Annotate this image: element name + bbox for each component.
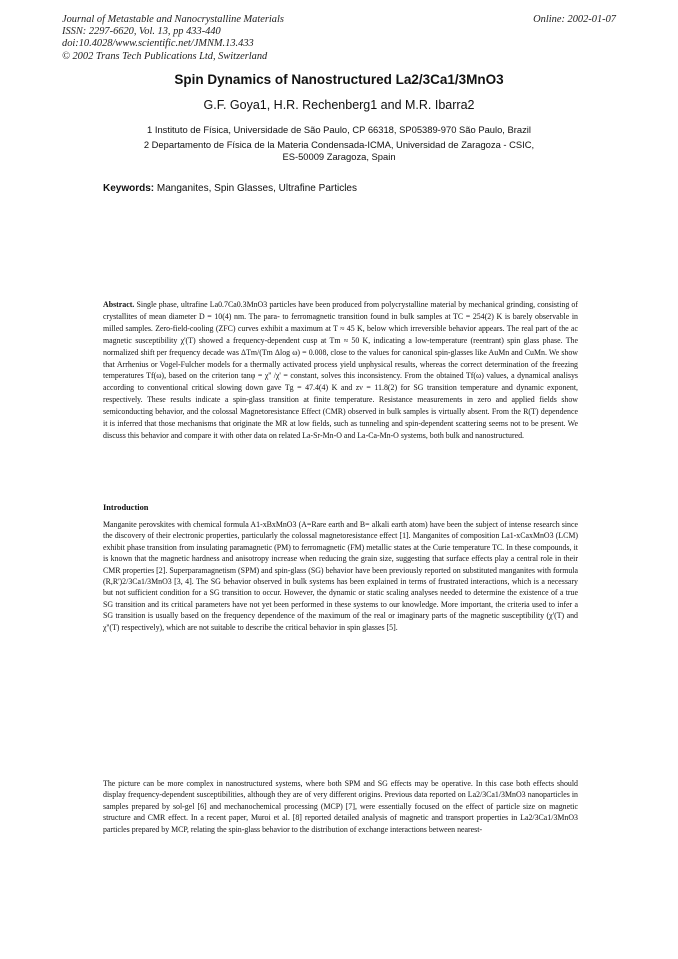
affiliation-2-cont: ES-50009 Zaragoza, Spain xyxy=(282,151,396,162)
abstract xyxy=(103,299,578,442)
intro-paragraph-2: The picture can be more complex in nanostructured systems, where both SPM and SG effects may be operative. In this case both effects should display frequency-dependent susceptibilities, although they are of very different origins. Previous data reported on La2/3Ca1/3MnO3 nanoparticles in samples prepared by sol-gel [6] and mechanochemical processing (MCP) [7], were essentially focused on the effect of particle size on magnetic structure and CMR effect. In a recent paper, Muroi et al. [8] reported detailed analysis of magnetic and transport properties in La2/3Ca1/3MnO3 particles prepared by MCP, relating the spin-glass behavior to the distribution of exchange interactions between nearest- xyxy=(103,779,578,834)
copyright-line: © 2002 Trans Tech Publications Ltd, Switzerland xyxy=(62,50,268,62)
affiliation-1: 1 Instituto de Física, Universidade de São Paulo, CP 66318, SP05389-970 São Paulo, Brazil xyxy=(147,124,531,135)
doi-line: doi:10.4028/www.scientific.net/JMNM.13.433 xyxy=(62,38,254,50)
abstract-text: Single phase, ultrafine La0.7Ca0.3MnO3 particles have been produced from polycrystalline material by mechanical grinding, consisting of crystallites of mean diameter D = 10(4) nm. The para- to ferromagnetic transition found in bulk samples at TC = 254(2) K is barely observable in milled samples. Zero-field-cooling (ZFC) curves exhibit a maximum at T ≈ 45 K, below which irreversible behavior appears. The real part of the ac magnetic susceptibility χ'(T) showed a frequency-dependent cusp at Tm ≈ 50 K, indicating a low-temperature (reentrant) spin glass phase. The normalized shift per frequency decade was ΔTm/(Tm Δlog ω) = 0.008, close to the values for canonical spin-glasses like AuMn and CuMn. We show that Arrhenius or Vogel-Fulcher models for a thermally activated process yield unphysical results, whereas the correct determination of the freezing temperatures Tf(ω), based on the criterion tanφ = χ'' /χ' = constant, solves this inconsistency. From the obtained Tf(ω) values, a dynamical analisys according to conventional critical slowing down gave Tg = 47.4(4) K and zν = 11.8(2) for SG transition temperature and dynamic exponent, respectively. These results indicate a spin-glass transition at finite temperature. Resistance measurements in zero and applied fields show semiconducting behavior, and the colossal Magnetoresistance Effect (CMR) observed in bulk samples is virtually absent. From the R(T) dependence it is inferred that those mechanisms that originate the MR at low fields, such as tunneling and spin-dependent scattering seems not to be present. We discuss this behavior and compare it with other data on related La-Sr-Mn-O and La-Ca-Mn-O systems, both bulk and nanostructured. xyxy=(103,300,578,440)
affiliation-2: 2 Departamento de Física de la Materia Condensada-ICMA, Universidad de Zaragoza - CSIC, xyxy=(143,139,535,150)
issn-line: ISSN: 2297-6620, Vol. 13, pp 433-440 xyxy=(62,26,221,38)
journal-name: Journal of Metastable and Nanocrystalline Materials xyxy=(62,14,284,25)
paper-title: Spin Dynamics of Nanostructured La2/3Ca1/3MnO3 xyxy=(174,72,504,87)
online-date: Online: 2002-01-07 xyxy=(533,14,616,25)
abstract-label: Abstract. xyxy=(103,300,135,309)
author-list: G.F. Goya1, H.R. Rechenberg1 and M.R. Ibarra2 xyxy=(203,98,475,112)
journal-header xyxy=(62,14,284,63)
keywords-label: Keywords: xyxy=(103,183,155,194)
keywords-text: Manganites, Spin Glasses, Ultrafine Particles xyxy=(156,183,357,194)
intro-paragraph-1: Manganite perovskites with chemical formula A1-xBxMnO3 (A=Rare earth and B= alkali earth atom) have been the subject of intense research since the discovery of their electronic properties, particularly the colossal magnetoresistance effect [1]. Manganites of composition La1-xCaxMnO3 (LCM) exhibit phase transition from insulating paramagnetic (PM) to ferromagnetic (FM) metallic states at the Curie temperature TC. In these compounds, it is known that the magnetic hardness and anisotropy increase when reducing the grain size, suggesting that surface effects play a central role in their CMR properties [2]. Superparamagnetism (SPM) and spin-glass (SG) behavior have been previously reported on substituted manganites with formula (R,R')2/3Ca1/3MnO3 [3, 4]. The SG behavior observed in bulk systems has been explained in terms of frustrated interactions, which is a necessary but not sufficient condition for a SG transition to occur. However, the dynamic or static scaling analyses needed to determine the existence of a true SG transition and its critical parameters have not yet been performed in these systems to our knowledge. More important, the criteria used to infer a SG transition is usually based on the frequency dependence of the maximum of the real or imaginary parts of the magnetic susceptibility (χ'(T) and χ''(T) respectively), which are not suitable to describe the critical behavior in spin glasses [5]. xyxy=(103,520,578,632)
section-heading-introduction: Introduction xyxy=(103,503,149,512)
keywords xyxy=(103,183,357,194)
